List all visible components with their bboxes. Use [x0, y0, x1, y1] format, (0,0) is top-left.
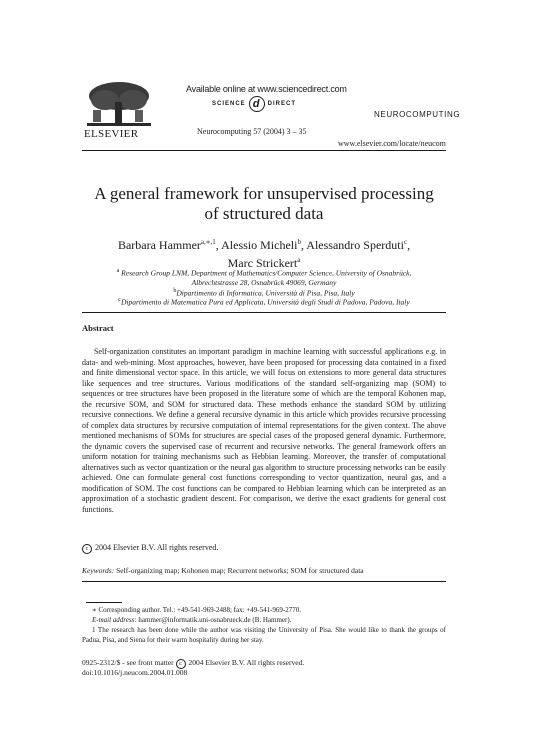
- author-sup[interactable]: c: [403, 238, 408, 246]
- author-name: Marc Strickert: [227, 256, 298, 270]
- keywords-line: [82, 566, 364, 575]
- footnote-corresponding: ∗ Corresponding author. Tel.: +49-541-969-2488; fax: +49-541-969-2770.: [92, 606, 301, 614]
- issn-line: 0925-2312/$ - see front matter c 2004 Elsevier B.V. All rights reserved.: [82, 658, 305, 667]
- affiliation-c: $^c$Dipartimento di Matematica Pura ed Applicata, Università degli Studi di Padova, Padova, Italy: [118, 297, 410, 307]
- abstract-copyright: c 2004 Elsevier B.V. All rights reserved.: [82, 543, 218, 554]
- copyright-icon: c: [176, 659, 186, 669]
- author-sup[interactable]: a: [297, 256, 301, 264]
- author-name: Alessio Micheli: [221, 238, 298, 252]
- footnote-email: E-mail address: hammer@informatik.uni-osnabrueck.de (B. Hammer).: [92, 616, 292, 624]
- author-name: Barbara Hammer: [117, 238, 201, 252]
- sd-left-text: SCIENCE: [212, 101, 246, 107]
- footnote-divider: [86, 602, 122, 603]
- journal-citation: Neurocomputing 57 (2004) 3 – 35: [197, 127, 307, 136]
- abstract-body: Self-organization constitutes an important paradigm in machine learning with successful applications e.g. in data- and web-mining. Most approaches, however, have been proposed for processing data contained in a fixed and finite dimensional vector space. In this article, we will focus on extensions to more general data structures like sequences and tree structures. Various modifications of the standard self-organizing map (SOM) to sequences or tree structures have been proposed in the literature some of which are the temporal Kohonen map, the recursive SOM, and SOM for structured data. These methods enhance the standard SOM by utilizing recursive connections. We define a general recursive dynamic in this article which provides recursive processing of complex data structures by recursive computation of internal representations for the given context. The above mentioned mechanisms of SOMs for structures are special cases of the proposed general dynamic. Furthermore, the dynamic covers the supervised case of recurrent and recursive networks. The general framework offers an uniform notation for training mechanisms such as Hebbian learning. Moreover, the transfer of computational alternatives such as vector quantization or the neural gas algorithm to structure processing networks can be easily achieved. One can formulate general cost functions corresponding to vector quantization, neural gas, and a modification of SOM. The cost functions can be compared to Hebbian learning which can be interpreted as an approximation of a stochastic gradient descent. For comparison, we derive the exact gradients for general cost functions.: [82, 347, 446, 514]
- abstract-bottom-divider: [82, 581, 446, 582]
- paper-title: [82, 184, 446, 224]
- affiliation-b: $^b$Dipartimento di Informatica, Università di Pisa, Pisa, Italy: [173, 288, 355, 298]
- elsevier-tree-logo-icon: [83, 80, 155, 132]
- sd-mark-icon: d: [249, 96, 265, 112]
- doi-line[interactable]: doi:10.1016/j.neucom.2004.01.008: [82, 668, 188, 677]
- journal-url-link[interactable]: www.elsevier.com/locate/neucom: [338, 139, 446, 148]
- title-line-2: of structured data: [204, 204, 324, 223]
- keywords-label: Keywords:: [82, 566, 115, 575]
- title-line-1: A general framework for unsupervised processing: [94, 184, 434, 203]
- abstract-heading: Abstract: [82, 323, 114, 333]
- copyright-icon: c: [82, 544, 92, 554]
- affiliation-a: $^a$ Research Group LNM, Department of Mathematics/Computer Science, University of Osnabrück, Albrechtstrasse 28, Osnabrück 49069, Germany: [116, 268, 412, 287]
- email-link[interactable]: hammer@informatik.uni-osnabrueck.de: [138, 616, 251, 624]
- author-list: Barbara Hammer$^{a,∗,1}$, Alessio Micheli$^b$, Alessandro Sperduti$^c$, Marc Strickert$^a$: [117, 238, 411, 270]
- author-name: Alessandro Sperduti: [306, 238, 404, 252]
- author-sup[interactable]: b: [297, 238, 301, 246]
- keywords-text: Self-organizing map; Kohonen map; Recurrent networks; SOM for structured data: [116, 566, 364, 575]
- journal-brand: NEUROCOMPUTING: [374, 110, 461, 119]
- publisher-name: ELSEVIER: [84, 128, 139, 140]
- header-divider: [82, 150, 446, 151]
- footnote-1: 1 The research has been done while the author was visiting the University of Pisa. She would like to thank the groups of Padua, Pisa, and Siena for their warm hospitality during her stay.: [82, 626, 446, 644]
- sd-right-text: DIRECT: [267, 101, 297, 107]
- sciencedirect-logo[interactable]: [212, 96, 296, 112]
- abstract-top-divider: [82, 312, 446, 313]
- author-sup[interactable]: a,∗,1: [200, 238, 216, 246]
- available-online-text[interactable]: Available online at www.sciencedirect.com: [186, 84, 347, 94]
